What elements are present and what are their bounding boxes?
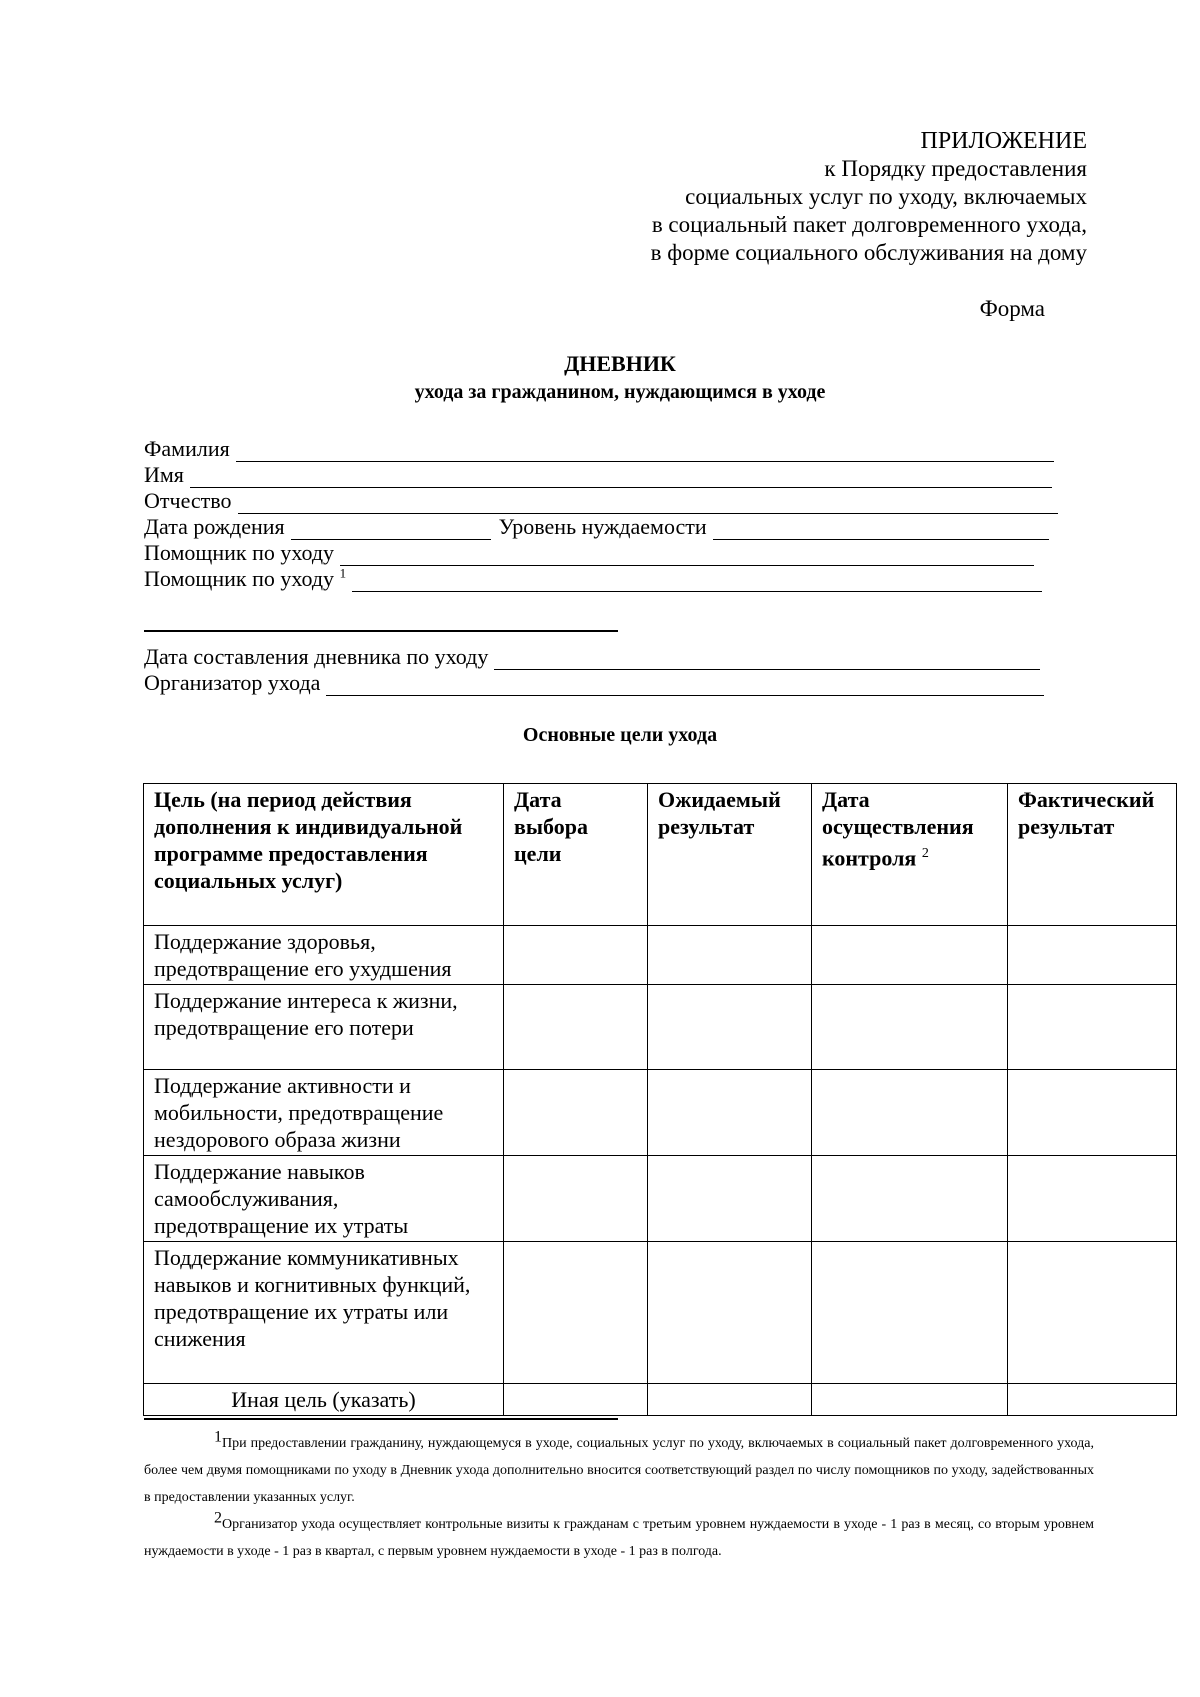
appendix-line: в социальный пакет долговременного ухода,: [651, 212, 1087, 237]
empty-cell[interactable]: [648, 985, 812, 1070]
diary-date-label: Дата составления дневника по уходу: [144, 644, 489, 669]
empty-cell[interactable]: [648, 1384, 812, 1416]
goals-table: [143, 783, 1177, 1416]
empty-cell[interactable]: [504, 985, 648, 1070]
goal-cell: Поддержание коммуникативных навыков и когнитивных функций, предотвращение их утраты или снижения: [144, 1242, 504, 1384]
goal-cell: Поддержание активности и мобильности, предотвращение нездорового образа жизни: [144, 1070, 504, 1156]
footnote-1-text: При предоставлении гражданину, нуждающемуся в уходе, социальных услуг по уходу, включаемых в социальный пакет долговременного ухода, более чем двумя помощниками по уходу в Дневник ухода дополнительно вносится соответствующий раздел по числу помощников по уходу, задействованных в предоставлении указанных услуг.: [144, 1436, 1094, 1505]
appendix-heading: ПРИЛОЖЕНИЕ: [920, 128, 1087, 154]
diary-date-input-line[interactable]: [494, 651, 1040, 670]
need-level-input-line[interactable]: [713, 521, 1049, 540]
table-row: [144, 985, 1177, 1070]
table-row: [144, 1384, 1177, 1416]
empty-cell[interactable]: [812, 1242, 1008, 1384]
empty-cell[interactable]: [504, 1156, 648, 1242]
appendix-block: [651, 127, 1087, 267]
footnote-1: [144, 1430, 1094, 1511]
care-assistant-2-label: [144, 566, 346, 592]
empty-cell[interactable]: [504, 1384, 648, 1416]
footnote-1-number: 1: [214, 1428, 222, 1446]
header-control-date-text: Дата осуществления контроля: [822, 787, 974, 871]
birth-date-input-line[interactable]: [291, 521, 491, 540]
header-selection-date: Дата выбора цели: [504, 784, 648, 926]
header-actual-result: Фактический результат: [1008, 784, 1177, 926]
table-row: [144, 1070, 1177, 1156]
table-row: [144, 926, 1177, 985]
care-assistant-label: Помощник по уходу: [144, 540, 335, 565]
care-assistant-2-text: Помощник по уходу: [144, 566, 335, 591]
surname-input-line[interactable]: [236, 443, 1054, 462]
title-main: ДНЕВНИК: [564, 351, 676, 376]
care-assistant-2-input-line[interactable]: [352, 573, 1042, 592]
empty-cell[interactable]: [1008, 1156, 1177, 1242]
care-organizer-input-line[interactable]: [326, 677, 1044, 696]
header-goal: Цель (на период действия дополнения к индивидуальной программе предоставления социальных услуг): [144, 784, 504, 926]
surname-label: Фамилия: [144, 436, 230, 461]
empty-cell[interactable]: [812, 985, 1008, 1070]
section-title: Основные цели ухода: [522, 724, 718, 746]
appendix-line: к Порядку предоставления: [824, 156, 1087, 181]
patronymic-input-line[interactable]: [238, 495, 1058, 514]
empty-cell[interactable]: [812, 926, 1008, 985]
empty-cell[interactable]: [648, 926, 812, 985]
footnote-2: [144, 1511, 1094, 1565]
empty-cell[interactable]: [1008, 1242, 1177, 1384]
empty-cell[interactable]: [812, 1156, 1008, 1242]
patronymic-label: Отчество: [144, 488, 232, 513]
appendix-line: в форме социального обслуживания на дому: [650, 240, 1087, 265]
diary-date-field: [144, 644, 1040, 670]
empty-cell[interactable]: [504, 1070, 648, 1156]
goal-cell: Поддержание здоровья, предотвращение его ухудшения: [144, 926, 504, 985]
title-sub: ухода за гражданином, нуждающимся в уходе: [414, 381, 826, 403]
name-field: [144, 462, 1052, 488]
footnote-2-text: Организатор ухода осуществляет контрольные визиты к гражданам с третьим уровнем нуждаемости в уходе - 1 раз в месяц, со вторым уровнем нуждаемости в уходе - 1 раз в квартал, с первым уровнем нуждаемости в уходе - 1 раз в полгода.: [144, 1517, 1094, 1559]
empty-cell[interactable]: [504, 1242, 648, 1384]
empty-cell[interactable]: [648, 1156, 812, 1242]
need-level-label: Уровень нуждаемости: [498, 514, 707, 539]
empty-cell[interactable]: [648, 1070, 812, 1156]
birth-date-field: [144, 514, 1049, 540]
footnote-1-mark: 1: [339, 565, 347, 581]
footnotes: [144, 1430, 1094, 1565]
section-divider: [144, 630, 618, 632]
birth-date-label: Дата рождения: [144, 514, 285, 539]
goal-cell: Поддержание интереса к жизни, предотвращение его потери: [144, 985, 504, 1070]
empty-cell[interactable]: [1008, 985, 1177, 1070]
name-input-line[interactable]: [190, 469, 1052, 488]
care-organizer-label: Организатор ухода: [144, 670, 321, 695]
empty-cell[interactable]: [648, 1242, 812, 1384]
empty-cell[interactable]: [812, 1070, 1008, 1156]
document-title: [0, 350, 1200, 406]
goal-cell-other: Иная цель (указать): [144, 1384, 504, 1416]
surname-field: [144, 436, 1054, 462]
empty-cell[interactable]: [1008, 1384, 1177, 1416]
empty-cell[interactable]: [1008, 926, 1177, 985]
header-control-date: [812, 784, 1008, 926]
table-row: [144, 1156, 1177, 1242]
table-header-row: [144, 784, 1177, 926]
goal-cell: Поддержание навыков самообслуживания, предотвращение их утраты: [144, 1156, 504, 1242]
appendix-line: социальных услуг по уходу, включаемых: [685, 184, 1087, 209]
care-assistant-input-line[interactable]: [340, 547, 1034, 566]
name-label: Имя: [144, 462, 184, 487]
form-label: Форма: [979, 296, 1045, 321]
table-row: [144, 1242, 1177, 1384]
care-assistant-field: [144, 540, 1034, 566]
patronymic-field: [144, 488, 1058, 514]
empty-cell[interactable]: [1008, 1070, 1177, 1156]
empty-cell[interactable]: [504, 926, 648, 985]
empty-cell[interactable]: [812, 1384, 1008, 1416]
care-organizer-field: [144, 670, 1044, 696]
footnote-2-number: 2: [214, 1509, 222, 1527]
care-assistant-2-field: [144, 566, 1042, 592]
footnote-divider: [144, 1418, 618, 1420]
header-expected-result: Ожидаемый результат: [648, 784, 812, 926]
footnote-2-mark: 2: [921, 846, 929, 861]
